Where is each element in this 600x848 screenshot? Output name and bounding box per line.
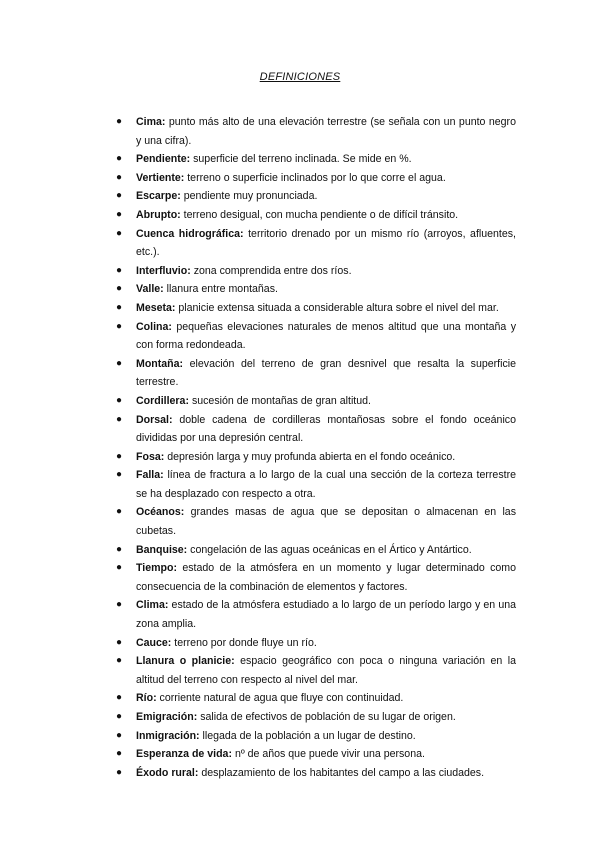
bullet-icon: ● [116, 655, 123, 667]
bullet-icon: ● [116, 711, 123, 722]
definition-text: corriente natural de agua que fluye con continuidad. [159, 692, 404, 705]
bullet-icon: ● [116, 227, 123, 239]
bullet-icon: ● [116, 116, 123, 127]
definition-text: congelación de las aguas oceánicas en el Ártico y Antártico. [190, 543, 472, 556]
definition-item [116, 169, 516, 188]
definition-text: estado de la atmósfera estudiado a lo largo de un período largo y en una zona amplia. [136, 599, 516, 631]
definition-item [116, 299, 516, 318]
definition-item [116, 411, 516, 448]
definition-text: terreno desigual, con mucha pendiente o de difícil tránsito. [183, 208, 459, 221]
definition-term: Montaña: [136, 357, 184, 370]
definition-term: Cauce: [136, 636, 172, 649]
definition-text: superficie del terreno inclinada. Se mide en %. [193, 153, 412, 166]
definition-text: pequeñas elevaciones naturales de menos altitud que una montaña y con forma redondeada. [136, 320, 516, 352]
definition-text: llanura entre montañas. [166, 283, 278, 296]
bullet-icon: ● [116, 208, 123, 220]
bullet-icon: ● [116, 171, 123, 183]
definition-text: terreno por donde fluye un río. [174, 636, 317, 649]
definition-item [116, 745, 516, 764]
bullet-icon: ● [116, 748, 123, 760]
bullet-icon: ● [116, 357, 123, 369]
definition-term: Océanos: [136, 506, 185, 519]
bullet-icon: ● [116, 301, 123, 313]
definition-item [116, 262, 516, 281]
bullet-icon: ● [116, 543, 123, 555]
bullet-icon: ● [116, 599, 123, 611]
definition-term: Pendiente: [136, 153, 191, 166]
definition-text: planicie extensa situada a considerable altura sobre el nivel del mar. [178, 301, 499, 314]
page-title: DEFINICIONES [259, 71, 341, 83]
definition-item [116, 652, 516, 689]
definition-term: Abrupto: [136, 208, 181, 221]
bullet-icon: ● [116, 264, 123, 276]
definition-item [116, 150, 516, 169]
definition-item [116, 280, 516, 299]
definition-text: sucesión de montañas de gran altitud. [191, 394, 371, 407]
bullet-icon: ● [116, 562, 123, 574]
definition-term: Fosa: [136, 450, 165, 463]
definition-item [116, 559, 516, 596]
definition-term: Clima: [136, 599, 169, 612]
definition-item [116, 355, 516, 392]
definition-term: Éxodo rural: [136, 766, 199, 779]
bullet-icon: ● [116, 469, 123, 481]
definition-term: Río: [136, 692, 157, 705]
definition-term: Colina: [136, 320, 172, 333]
definition-item [116, 503, 516, 540]
definition-item [116, 225, 516, 262]
bullet-icon: ● [116, 450, 123, 462]
definition-term: Inmigración: [136, 729, 200, 742]
definition-term: Emigración: [136, 711, 198, 723]
definition-text: terreno o superficie inclinados por lo que corre el agua. [187, 171, 446, 184]
definition-item [116, 318, 516, 355]
definition-term: Escarpe: [136, 190, 181, 203]
definition-text: salida de efectivos de población de su lugar de origen. [200, 711, 456, 723]
definition-text: espacio geográfico con poca o ninguna variación en la altitud del terreno con respecto al nivel del mar. [136, 655, 516, 686]
definition-term: Vertiente: [136, 171, 185, 184]
bullet-icon: ● [116, 636, 123, 648]
definition-item [116, 764, 516, 783]
definition-term: Falla: [136, 469, 164, 482]
definition-text: grandes masas de agua que se depositan o almacenan en las cubetas. [136, 506, 516, 538]
definition-text: punto más alto de una elevación terrestre (se señala con un punto negro y una cifra). [136, 116, 516, 147]
bullet-icon: ● [116, 506, 123, 518]
definition-text: línea de fractura a lo largo de la cual una sección de la corteza terrestre se ha desplazado con respecto a otra. [136, 469, 516, 500]
bullet-icon: ● [116, 766, 123, 778]
bullet-icon: ● [116, 413, 123, 425]
definition-item [116, 727, 516, 746]
definition-text: pendiente muy pronunciada. [183, 190, 318, 203]
definition-text: doble cadena de cordilleras montañosas sobre el fondo oceánico divididas por una depresión central. [136, 413, 516, 445]
definition-text: elevación del terreno de gran desnivel que resalta la superficie terrestre. [136, 357, 516, 389]
definition-term: Dorsal: [136, 413, 173, 426]
definition-text: desplazamiento de los habitantes del campo a las ciudades. [201, 766, 485, 779]
definition-term: Meseta: [136, 301, 176, 314]
definition-item [116, 113, 516, 150]
definition-text: nº de años que puede vivir una persona. [234, 748, 425, 761]
definition-item [116, 541, 516, 560]
definition-item [116, 708, 516, 727]
definition-item [116, 448, 516, 467]
definition-text: llegada de la población a un lugar de destino. [202, 729, 416, 742]
definition-term: Cuenca hidrográfica: [136, 227, 244, 240]
definition-item [116, 392, 516, 411]
definition-item [116, 206, 516, 225]
definition-term: Cordillera: [136, 394, 189, 407]
definition-item [116, 689, 516, 708]
definition-term: Banquise: [136, 543, 188, 556]
bullet-icon: ● [116, 283, 123, 295]
definition-term: Cima: [136, 116, 166, 128]
definition-term: Valle: [136, 283, 164, 296]
definition-text: zona comprendida entre dos ríos. [193, 264, 352, 277]
definition-term: Tiempo: [136, 562, 178, 575]
bullet-icon: ● [116, 320, 123, 332]
definition-item [116, 466, 516, 503]
definition-term: Llanura o planicie: [136, 655, 235, 668]
bullet-icon: ● [116, 729, 123, 741]
definition-item [116, 634, 516, 653]
definition-text: estado de la atmósfera en un momento y lugar determinado como consecuencia de la combinación de elementos y factores. [136, 562, 516, 593]
definition-text: territorio drenado por un mismo río (arroyos, afluentes, etc.). [136, 227, 516, 259]
bullet-icon: ● [116, 190, 123, 202]
definition-item [116, 187, 516, 206]
definition-item [116, 596, 516, 633]
definitions-list [116, 113, 516, 782]
definition-term: Esperanza de vida: [136, 748, 232, 761]
bullet-icon: ● [116, 153, 123, 165]
bullet-icon: ● [116, 692, 123, 704]
definition-term: Interfluvio: [136, 264, 191, 277]
definition-text: depresión larga y muy profunda abierta en el fondo oceánico. [167, 450, 456, 463]
bullet-icon: ● [116, 394, 123, 406]
